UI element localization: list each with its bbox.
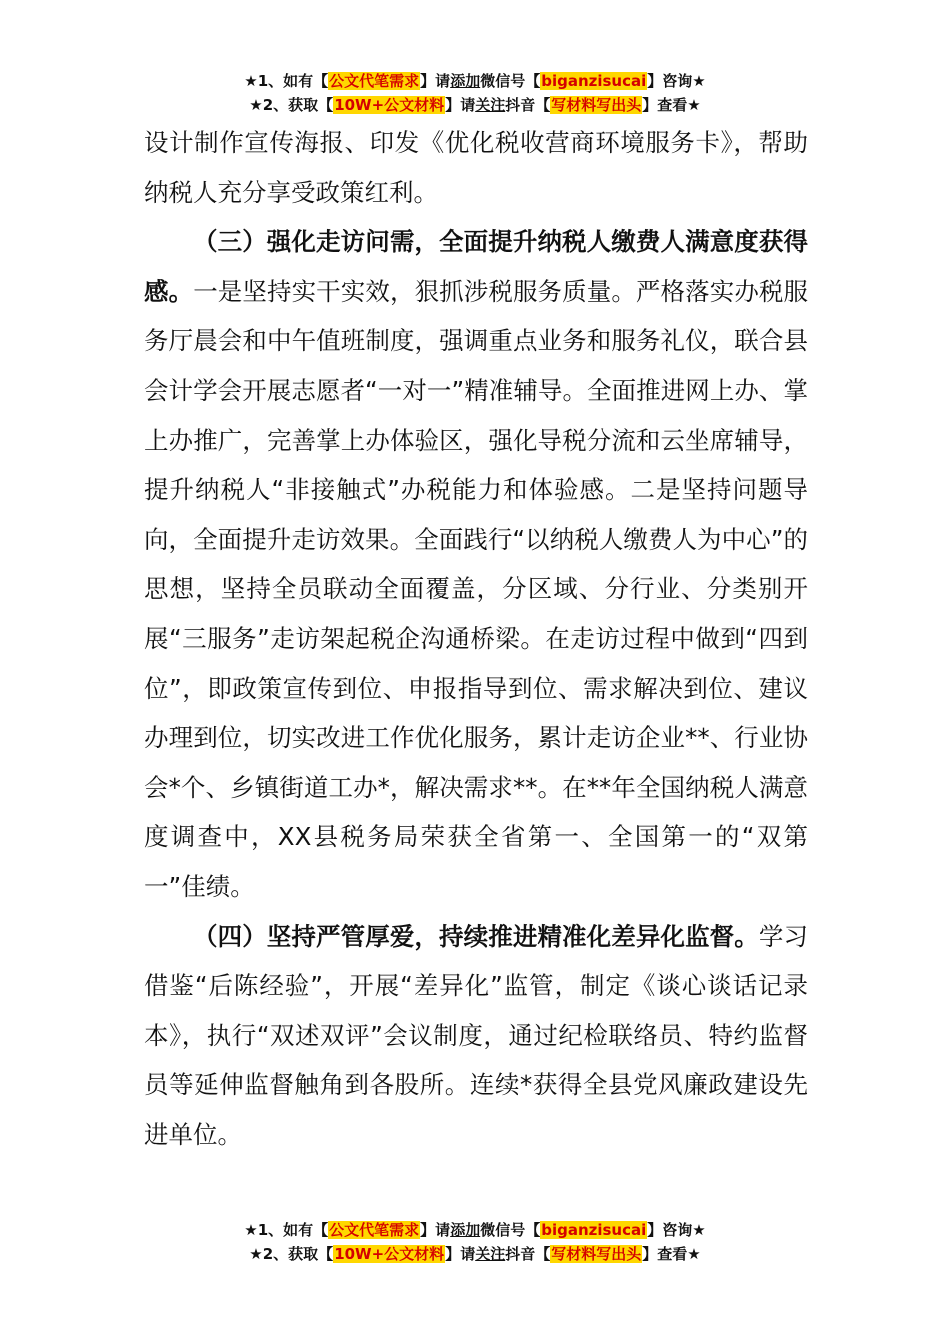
banner-text: 抖音【: [505, 96, 551, 114]
footer-line-1: [0, 1218, 950, 1242]
banner-text: 】查看★: [642, 96, 701, 114]
banner-text: 】查看★: [642, 1245, 701, 1263]
banner-line-2: [0, 93, 950, 117]
banner-text: ★1、如有【: [244, 72, 329, 90]
section-4-paragraph: [144, 912, 808, 1160]
banner-highlight: 写材料写出头: [551, 96, 642, 114]
banner-text: 】请: [445, 1245, 476, 1263]
banner-text: 微信号【: [480, 1221, 541, 1239]
banner-underline: 关注: [475, 96, 506, 114]
banner-text: 微信号【: [480, 72, 541, 90]
footer-banner: [0, 1218, 950, 1266]
continuation-paragraph: 设计制作宣传海报、印发《优化税收营商环境服务卡》，帮助纳税人充分享受政策红利。: [144, 128, 808, 207]
footer-line-2: [0, 1242, 950, 1266]
banner-underline: 添加: [450, 72, 481, 90]
banner-highlight: 公文代笔需求: [329, 72, 420, 90]
banner-line-1: [0, 69, 950, 93]
section-4-body: 学习借鉴“后陈经验”，开展“差异化”监管，制定《谈心谈话记录本》，执行“双述双评”会议制度，通过纪检联络员、特约监督员等延伸监督触角到各股所。连续*获得全县党风廉政建设先进单位。: [144, 921, 809, 1149]
banner-text: 】咨询★: [647, 72, 706, 90]
banner-highlight: 写材料写出头: [551, 1245, 642, 1263]
banner-text: 】请: [445, 96, 476, 114]
banner-highlight: biganzisucai: [541, 1221, 647, 1239]
banner-highlight: biganzisucai: [541, 72, 647, 90]
section-4-heading: （四）坚持严管厚爱，持续推进精准化差异化监督。: [193, 921, 759, 951]
banner-text: 抖音【: [505, 1245, 551, 1263]
section-3-body: 一是坚持实干实效，狠抓涉税服务质量。严格落实办税服务厅晨会和中午值班制度，强调重点业务和服务礼仪，联合县会计学会开展志愿者“一对一”精准辅导。全面推进网上办、掌上办推广，完善掌上办体验区，强化导税分流和云坐席辅导，提升纳税人“非接触式”办税能力和体验感。二是坚持问题导向，全面提升走访效果。全面践行“以纳税人缴费人为中心”的思想，坚持全员联动全面覆盖，分区域、分行业、分类别开展“三服务”走访架起税企沟通桥梁。在走访过程中做到“四到位”，即政策宣传到位、申报指导到位、需求解决到位、建议办理到位，切实改进工作优化服务，累计走访企业**、行业协会*个、乡镇街道工办*，解决需求**。在**年全国纳税人满意度调查中，XX县税务局荣获全省第一、全国第一的“双第一”佳绩。: [144, 276, 809, 901]
banner-text: ★1、如有【: [244, 1221, 329, 1239]
header-banner: [0, 69, 950, 117]
banner-text: 】请: [420, 72, 451, 90]
banner-highlight: 10W+公文材料: [334, 96, 445, 114]
banner-highlight: 公文代笔需求: [329, 1221, 420, 1239]
banner-underline: 关注: [475, 1245, 506, 1263]
banner-highlight: 10W+公文材料: [334, 1245, 445, 1263]
section-3-heading: （三）强化走访问需，全面提升纳税人缴费人满意度获得感。: [144, 227, 808, 306]
banner-text: ★2、获取【: [249, 1245, 334, 1263]
banner-text: 】请: [420, 1221, 451, 1239]
banner-text: ★2、获取【: [249, 96, 334, 114]
document-body: [144, 118, 808, 1159]
banner-underline: 添加: [450, 1221, 481, 1239]
banner-text: 】咨询★: [647, 1221, 706, 1239]
section-3-paragraph: [144, 217, 808, 911]
